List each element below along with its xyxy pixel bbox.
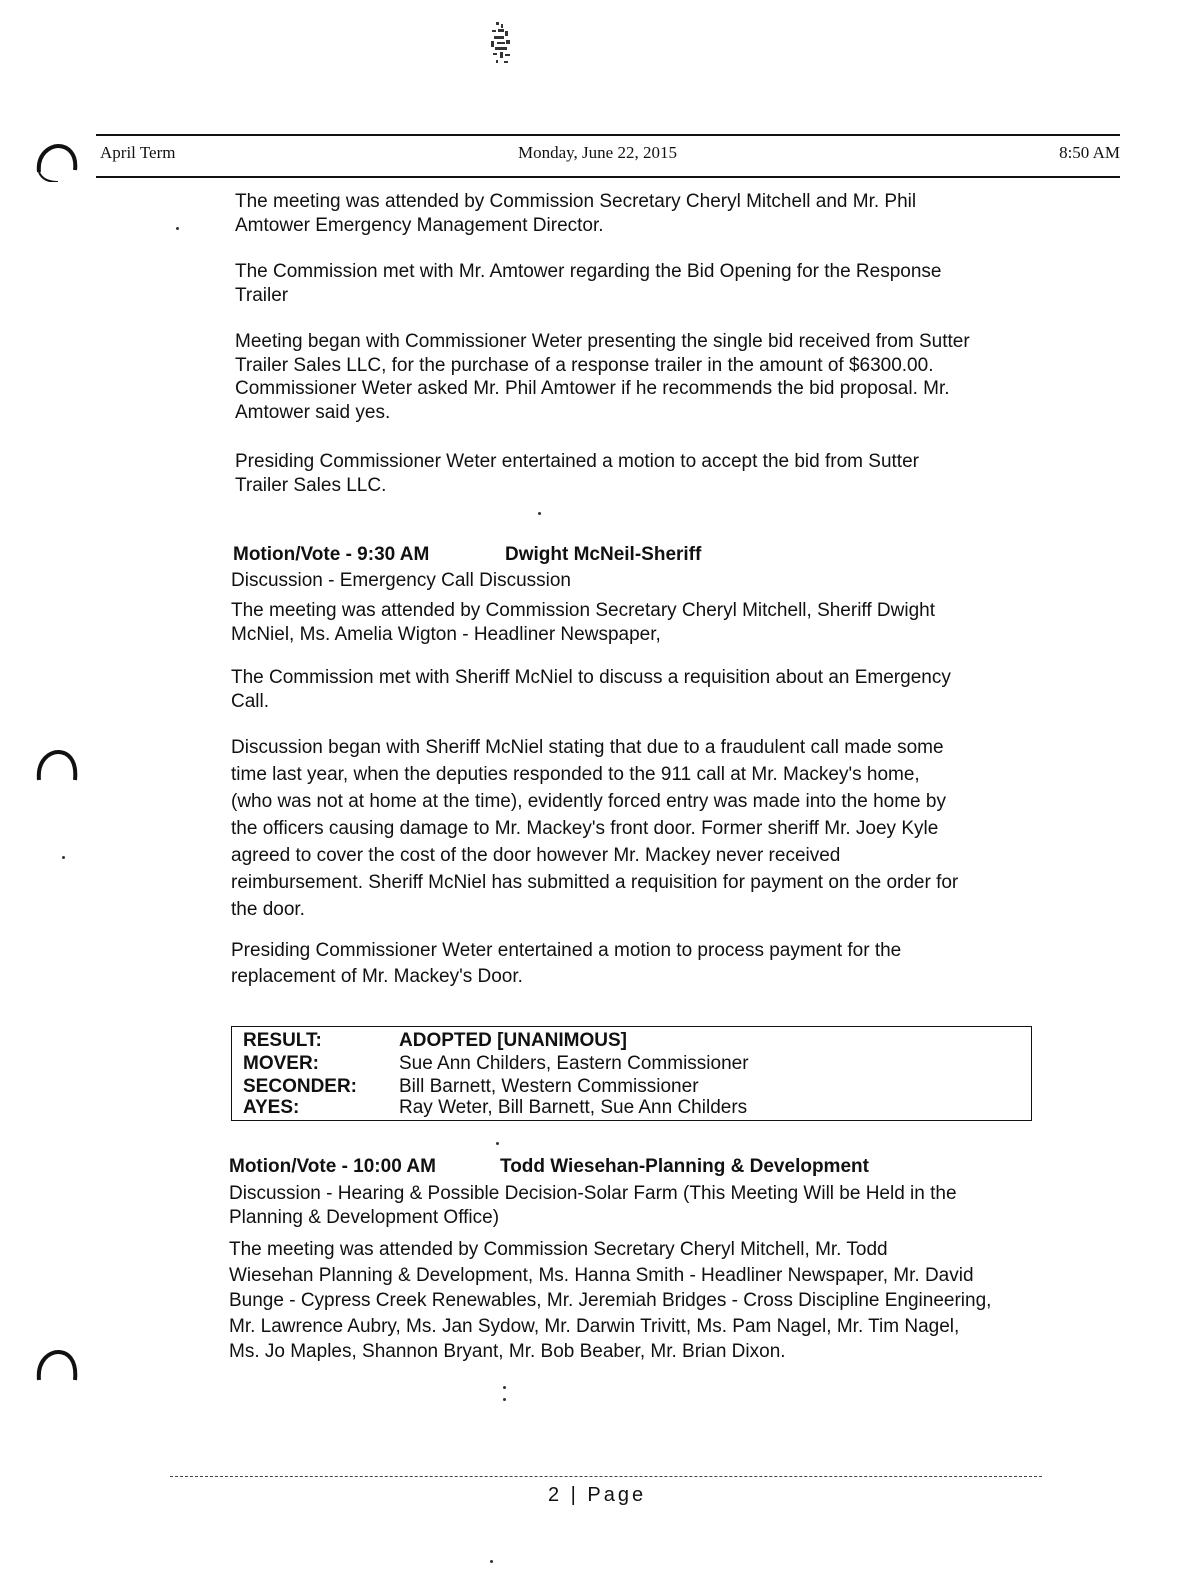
vote-label: AYES:: [243, 1097, 300, 1118]
scan-speck: [490, 1560, 493, 1563]
scan-speck: [503, 1398, 506, 1401]
paragraph: [235, 330, 970, 424]
header-rule-bottom: [96, 176, 1120, 178]
text-line: Amtower said yes.: [235, 401, 391, 423]
text-line: Bunge - Cypress Creek Renewables, Mr. Jeremiah Bridges - Cross Discipline Engineering,: [229, 1290, 992, 1311]
text-line: Trailer Sales LLC, for the purchase of a response trailer in the amount of $6300.00.: [235, 354, 934, 376]
paragraph: [231, 938, 901, 990]
text-line: Discussion began with Sheriff McNiel stating that due to a fraudulent call made some: [231, 737, 944, 758]
vote-label: MOVER:: [243, 1053, 319, 1074]
motion-presenter: Todd Wiesehan-Planning & Development: [500, 1156, 869, 1177]
footer-rule: [170, 1476, 1042, 1477]
text-line: Presiding Commissioner Weter entertained a motion to accept the bid from Sutter: [235, 451, 919, 472]
text-line: Mr. Lawrence Aubry, Ms. Jan Sydow, Mr. Darwin Trivitt, Ms. Pam Nagel, Mr. Tim Nagel,: [229, 1315, 960, 1337]
text-line: Ms. Jo Maples, Shannon Bryant, Mr. Bob Beaber, Mr. Brian Dixon.: [229, 1341, 786, 1362]
text-line: The Commission met with Mr. Amtower regarding the Bid Opening for the Response: [235, 261, 942, 282]
scan-speck: [538, 512, 541, 515]
vote-seconder-value: Bill Barnett, Western Commissioner: [399, 1076, 699, 1097]
motion-presenter: Dwight McNeil-Sheriff: [505, 544, 702, 565]
text-line: (who was not at home at the time), evidently forced entry was made into the home by: [231, 791, 946, 812]
vote-label: SECONDER:: [243, 1076, 358, 1097]
text-line: The Commission met with Sheriff McNiel to discuss a requisition about an Emergency: [231, 667, 951, 688]
text-line: Wiesehan Planning & Development, Ms. Hanna Smith - Headliner Newspaper, Mr. David: [229, 1264, 974, 1286]
text-line: The meeting was attended by Commission Secretary Cheryl Mitchell, Mr. Todd: [229, 1239, 888, 1260]
text-line: reimbursement. Sheriff McNiel has submitted a requisition for payment on the order for: [231, 872, 959, 893]
vote-ayes-value: Ray Weter, Bill Barnett, Sue Ann Childers: [399, 1097, 748, 1118]
motion-time-label: Motion/Vote - 10:00 AM: [229, 1156, 436, 1177]
text-line: Presiding Commissioner Weter entertained a motion to process payment for the: [231, 940, 902, 961]
text-line: McNiel, Ms. Amelia Wigton - Headliner Newspaper,: [231, 623, 661, 645]
text-line: the door.: [231, 899, 305, 920]
vote-result-table: [231, 1026, 1032, 1121]
header-rule-top: [96, 134, 1120, 136]
text-line: Discussion - Hearing & Possible Decision-Solar Farm (This Meeting Will be Held in the: [229, 1183, 957, 1204]
text-line: Commissioner Weter asked Mr. Phil Amtower if he recommends the bid proposal. Mr.: [235, 378, 950, 399]
paragraph: [229, 1237, 991, 1365]
punch-hole-icon: [36, 142, 78, 182]
vote-mover-value: Sue Ann Childers, Eastern Commissioner: [399, 1053, 749, 1074]
term-label: April Term: [100, 143, 176, 162]
paragraph: [235, 190, 916, 237]
text-line: The meeting was attended by Commission Secretary Cheryl Mitchell, Sheriff Dwight: [231, 600, 935, 621]
meeting-time: 8:50 AM: [1059, 143, 1120, 162]
motion-time-label: Motion/Vote - 9:30 AM: [233, 544, 430, 565]
text-line: Call.: [231, 690, 270, 712]
text-line: replacement of Mr. Mackey's Door.: [231, 966, 523, 987]
discussion-line: Discussion - Emergency Call Discussion: [231, 570, 571, 591]
punch-hole-icon: [36, 748, 78, 788]
vote-label: RESULT:: [243, 1030, 322, 1051]
scan-speck: [503, 1386, 506, 1389]
text-line: the officers causing damage to Mr. Mackey's front door. Former sheriff Mr. Joey Kyle: [231, 818, 939, 839]
punch-hole-icon: [36, 1348, 78, 1388]
paragraph: [231, 666, 951, 713]
scan-speck: [496, 1142, 499, 1145]
text-line: Amtower Emergency Management Director.: [235, 214, 604, 236]
paragraph: [235, 450, 919, 497]
text-line: Meeting began with Commissioner Weter presenting the single bid received from Sutter: [235, 331, 970, 352]
vote-result-value: ADOPTED [UNANIMOUS]: [399, 1030, 627, 1051]
paragraph: [235, 260, 942, 307]
scan-stamp-mark: [486, 20, 520, 66]
text-line: Planning & Development Office): [229, 1206, 500, 1228]
text-line: Trailer: [235, 284, 289, 306]
text-line: The meeting was attended by Commission Secretary Cheryl Mitchell and Mr. Phil: [235, 191, 917, 212]
paragraph: [231, 599, 935, 646]
discussion-line: [229, 1182, 957, 1229]
text-line: agreed to cover the cost of the door however Mr. Mackey never received: [231, 845, 841, 866]
scan-speck: [176, 227, 179, 230]
page-number: 2 | Page: [548, 1484, 647, 1506]
meeting-date: Monday, June 22, 2015: [518, 143, 677, 162]
text-line: Trailer Sales LLC.: [235, 474, 387, 496]
text-line: time last year, when the deputies responded to the 911 call at Mr. Mackey's home,: [231, 764, 920, 785]
paragraph: [231, 734, 958, 923]
scan-speck: [62, 856, 65, 859]
